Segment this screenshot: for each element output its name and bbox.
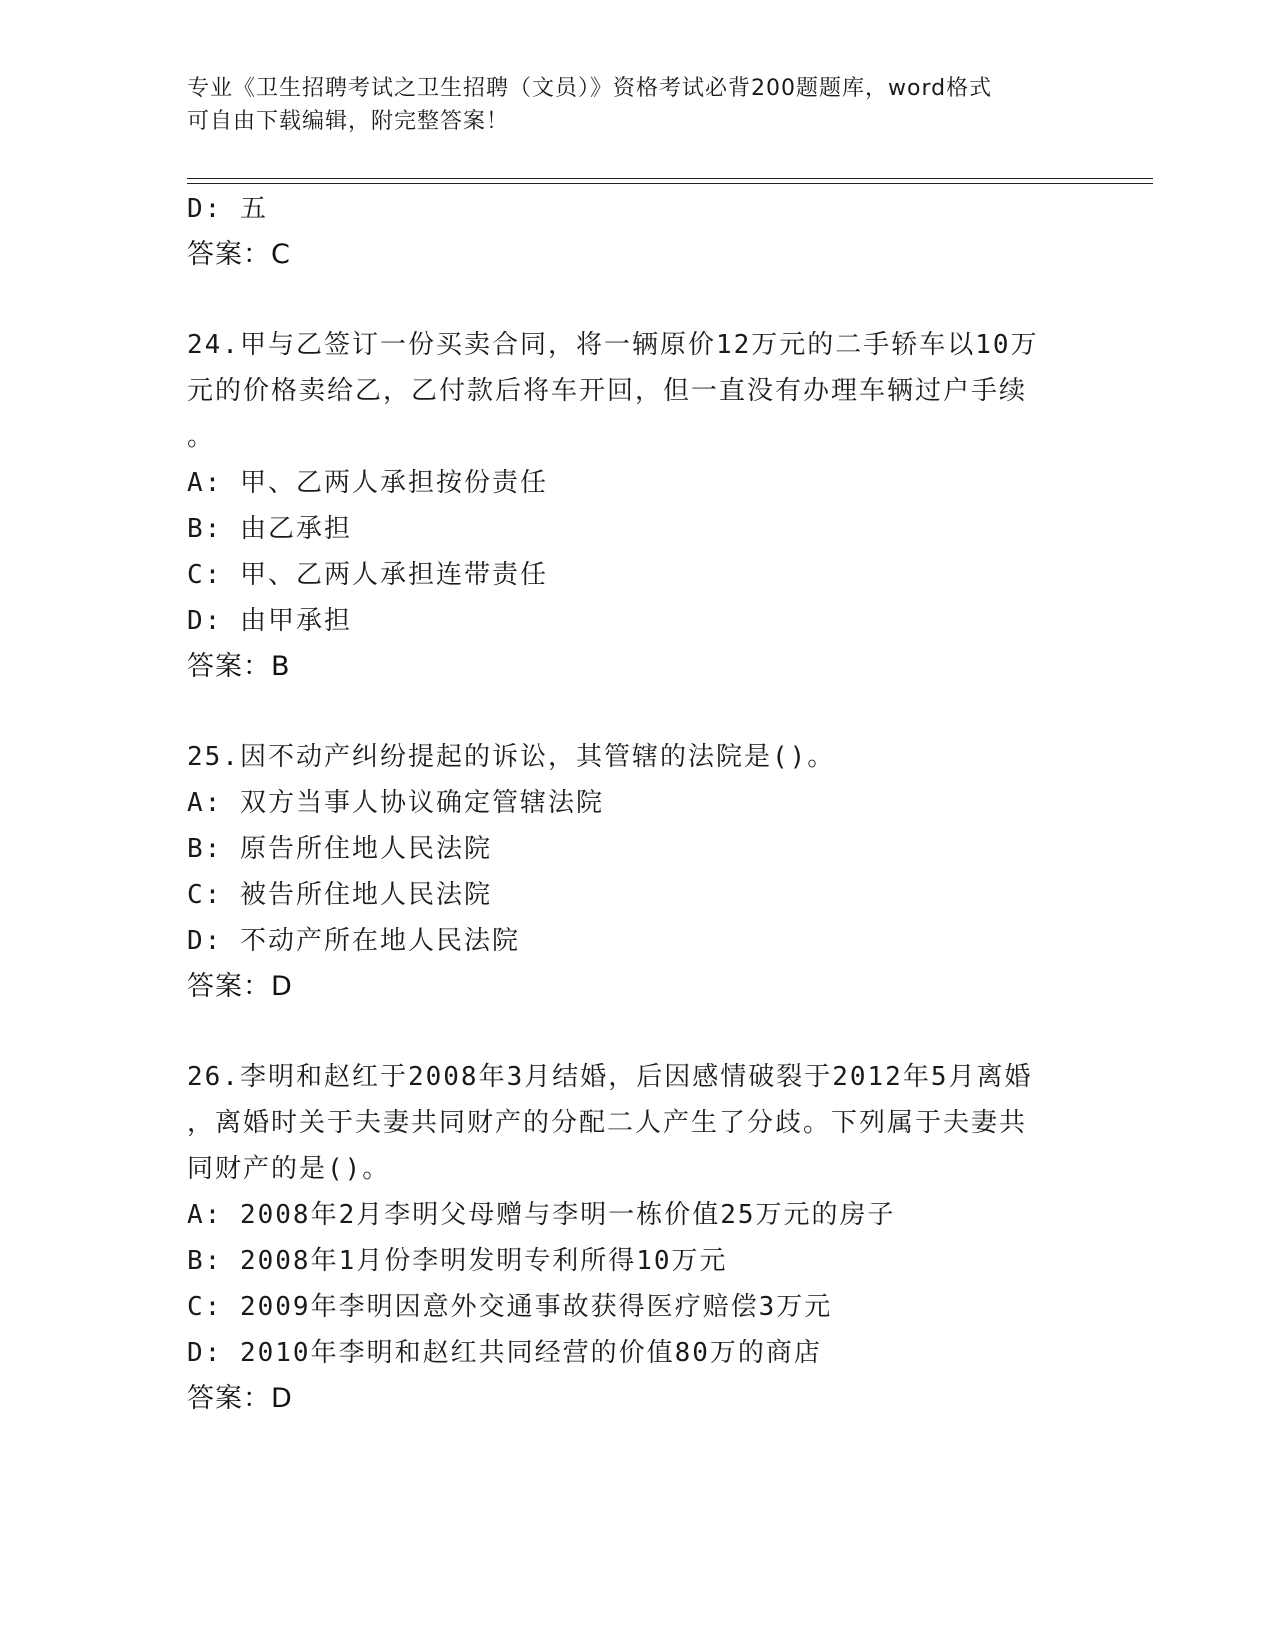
question-26	[187, 1054, 1087, 1422]
spacer	[187, 690, 1087, 734]
question-stem-line: 25.因不动产纠纷提起的诉讼，其管辖的法院是()。	[187, 742, 836, 772]
question-stem-line: ，离婚时关于夫妻共同财产的分配二人产生了分歧。下列属于夫妻共	[187, 1108, 1028, 1138]
option-c: C: 2009年李明因意外交通事故获得医疗赔偿3万元	[187, 1292, 833, 1322]
question-stem-line: 同财产的是()。	[187, 1154, 391, 1184]
question-24	[187, 322, 1087, 690]
answer-line: 答案：C	[187, 239, 291, 270]
question-stem-line: 26.李明和赵红于2008年3月结婚，后因感情破裂于2012年5月离婚	[187, 1062, 1033, 1092]
spacer	[187, 1010, 1087, 1054]
header-line-1: 专业《卫生招聘考试之卫生招聘（文员）》资格考试必背200题题库，word格式	[187, 76, 993, 101]
question-stem-line: 元的价格卖给乙，乙付款后将车开回，但一直没有办理车辆过户手续	[187, 376, 1028, 406]
document-header	[187, 72, 1067, 138]
question-25	[187, 734, 1087, 1010]
option-b: B: 2008年1月份李明发明专利所得10万元	[187, 1246, 728, 1276]
option-a: A: 甲、乙两人承担按份责任	[187, 468, 548, 498]
header-line-2: 可自由下载编辑，附完整答案！	[187, 109, 510, 134]
question-stem-line: 。	[187, 422, 216, 452]
answer-line: 答案：B	[187, 651, 291, 682]
answer-line: 答案：D	[187, 1383, 293, 1414]
option-d: D: 五	[187, 194, 268, 224]
option-b: B: 由乙承担	[187, 514, 352, 544]
option-d: D: 不动产所在地人民法院	[187, 926, 520, 956]
header-divider-top	[187, 178, 1153, 179]
prev-question	[187, 186, 1087, 278]
header-divider-bottom	[187, 183, 1153, 184]
document-body	[187, 186, 1087, 1422]
question-stem-line: 24.甲与乙签订一份买卖合同，将一辆原价12万元的二手轿车以10万	[187, 330, 1039, 360]
spacer	[187, 278, 1087, 322]
answer-line: 答案：D	[187, 971, 293, 1002]
option-d: D: 2010年李明和赵红共同经营的价值80万的商店	[187, 1338, 822, 1368]
option-b: B: 原告所住地人民法院	[187, 834, 492, 864]
option-c: C: 甲、乙两人承担连带责任	[187, 560, 548, 590]
option-d: D: 由甲承担	[187, 606, 352, 636]
option-c: C: 被告所住地人民法院	[187, 880, 492, 910]
option-a: A: 双方当事人协议确定管辖法院	[187, 788, 604, 818]
option-a: A: 2008年2月李明父母赠与李明一栋价值25万元的房子	[187, 1200, 896, 1230]
